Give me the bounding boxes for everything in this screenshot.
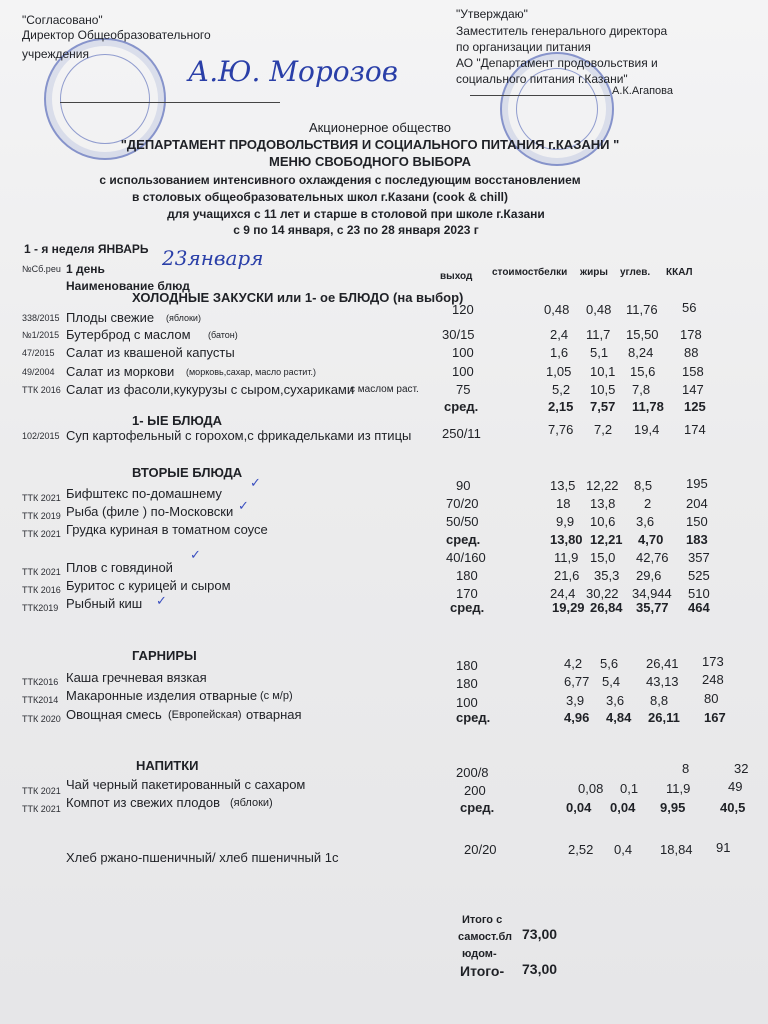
dish-output: 200	[464, 783, 486, 798]
dish-note: (Европейская)	[168, 709, 242, 721]
dish-note: (яблоки)	[230, 797, 273, 809]
col-kcal: ККАЛ	[666, 267, 693, 278]
recipe-code: 102/2015	[22, 431, 60, 441]
dish-carbs: 26,41	[646, 656, 679, 671]
dish-protein: 13,5	[550, 478, 576, 493]
dish-protein: 2,4	[550, 327, 569, 342]
dish-carbs: 11,9	[666, 781, 691, 796]
approval-right-name: А.К.Агапова	[612, 85, 673, 97]
menu-title: МЕНЮ СВОБОДНОГО ВЫБОРА	[269, 154, 471, 169]
approval-right-line3: АО "Департамент продовольствия и	[456, 56, 658, 70]
dish-kcal: 248	[702, 672, 724, 687]
dish-carbs: 8,8	[650, 693, 669, 708]
dish-output: 120	[452, 302, 474, 317]
table-row	[0, 345, 768, 361]
dish-carbs: 8,24	[628, 345, 654, 360]
check-mark-icon: ✓	[190, 547, 201, 562]
avg-fat: 26,84	[590, 600, 623, 615]
recipe-code: ТТК 2016	[22, 585, 61, 595]
approval-left-title2: учреждения	[22, 47, 89, 61]
dish-fat: 5,4	[602, 674, 621, 689]
avg-kcal: 167	[704, 710, 726, 725]
recipe-code: №1/2015	[22, 330, 60, 340]
dish-name: Чай черный пакетированный с сахаром	[66, 777, 306, 792]
col-carbs: углев.	[620, 267, 651, 278]
col-fat: жиры	[580, 267, 608, 278]
dish-name: Каша гречневая вязкая	[66, 670, 207, 685]
dish-output: 200/8	[456, 765, 489, 780]
dish-fat: 11,7	[586, 327, 611, 342]
recipe-code: 47/2015	[22, 348, 55, 358]
table-row	[0, 840, 768, 866]
total-value: 73,00	[522, 961, 558, 977]
dish-output: 70/20	[446, 496, 479, 511]
dish-protein: 5,2	[552, 382, 571, 397]
dish-output: 100	[456, 695, 478, 710]
dish-carbs: 8	[682, 761, 690, 776]
dish-name: Салат из фасоли,кукурузы с сыром,сухариками	[66, 382, 355, 397]
check-mark-icon: ✓	[156, 593, 167, 608]
dish-output: 90	[456, 478, 471, 493]
dish-name: Салат из моркови	[66, 364, 175, 379]
dish-kcal: 147	[682, 382, 704, 397]
dish-fat: 7,2	[594, 422, 613, 437]
dish-protein: 18	[556, 496, 571, 511]
avg-kcal: 183	[686, 532, 708, 547]
section-drinks: НАПИТКИ	[136, 758, 199, 773]
dish-name: Овощная смесь	[66, 707, 162, 722]
dish-kcal: 357	[688, 550, 710, 565]
dish-kcal: 91	[716, 840, 731, 855]
avg-carbs: 4,70	[638, 532, 664, 547]
dish-output: 20/20	[464, 842, 497, 857]
director-signature: А.Ю. Морозов	[188, 55, 399, 88]
dish-output: 100	[452, 345, 474, 360]
right-signature-line	[470, 95, 610, 96]
dish-carbs: 42,76	[636, 550, 669, 565]
table-row	[0, 300, 768, 326]
avg-fat: 0,04	[610, 800, 636, 815]
dish-fat: 5,6	[600, 656, 619, 671]
dish-protein: 3,9	[566, 693, 585, 708]
avg-protein: 19,29	[552, 600, 585, 615]
dish-output: 30/15	[442, 327, 475, 342]
dish-carbs: 34,944	[632, 586, 672, 601]
avg-kcal: 464	[688, 600, 710, 615]
dish-name: Компот из свежих плодов	[66, 795, 220, 810]
dish-fat: 15,0	[590, 550, 616, 565]
approval-right-line4: социального питания г.Казани"	[456, 72, 628, 86]
dish-output: 250/11	[442, 426, 481, 441]
dish-fat: 10,1	[590, 364, 616, 379]
average-row	[0, 710, 768, 726]
dish-kcal: 178	[680, 327, 702, 342]
day-label: 1 день	[66, 262, 105, 276]
dish-carbs: 3,6	[636, 514, 655, 529]
dish-output: 180	[456, 676, 478, 691]
average-row	[0, 399, 768, 415]
recipe-code: ТТК 2020	[22, 714, 61, 724]
dish-kcal: 525	[688, 568, 710, 583]
dish-carbs: 43,13	[646, 674, 679, 689]
section-second: ВТОРЫЕ БЛЮДА	[132, 465, 243, 480]
dish-protein: 0,48	[544, 302, 570, 317]
dish-output: 180	[456, 568, 478, 583]
dish-fat: 0,1	[620, 781, 639, 796]
dish-name: Макаронные изделия отварные	[66, 688, 258, 703]
heading-line4: с 9 по 14 января, с 23 по 28 января 2023 г	[233, 223, 479, 237]
avg-fat: 7,57	[590, 399, 616, 414]
dish-protein: 4,2	[564, 656, 583, 671]
average-row	[0, 600, 768, 616]
check-mark-icon: ✓	[250, 475, 261, 490]
table-row	[0, 382, 768, 398]
recipe-code: ТТК2019	[22, 603, 59, 613]
dish-fat: 13,8	[590, 496, 616, 511]
dish-name: Буритос с курицей и сыром	[66, 578, 231, 593]
avg-carbs: 9,95	[660, 800, 686, 815]
approval-right-label: "Утверждаю"	[456, 7, 528, 21]
avg-protein: 13,80	[550, 532, 583, 547]
dish-carbs: 2	[644, 496, 652, 511]
dish-name: Рыба (филе ) по-Московски	[66, 504, 234, 519]
recipe-code: ТТК 2021	[22, 529, 61, 539]
dish-fat: 0,48	[586, 302, 612, 317]
dish-name: Плов с говядиной	[66, 560, 173, 575]
average-row	[0, 800, 768, 816]
check-mark-icon: ✓	[238, 498, 249, 513]
total-label-line3: юдом-	[462, 948, 497, 960]
approval-right-line2: по организации питания	[456, 40, 591, 54]
heading-line2: в столовых общеобразовательных школ г.Казани (cook & chill)	[132, 190, 508, 204]
dish-name: Хлеб ржано-пшеничный/ хлеб пшеничный 1с	[66, 850, 339, 865]
dish-fat: 0,4	[614, 842, 633, 857]
avg-fat: 12,21	[590, 532, 623, 547]
dish-kcal: 174	[684, 422, 706, 437]
dish-carbs: 29,6	[636, 568, 662, 583]
dish-fat: 12,22	[586, 478, 619, 493]
dish-note: (морковь,сахар, масло растит.)	[186, 367, 316, 377]
dish-output: 170	[456, 586, 478, 601]
dish-name: Бутерброд с маслом	[66, 327, 191, 342]
table-row	[0, 327, 768, 343]
recipe-number-label: №Сб.реu	[22, 264, 61, 274]
week-label: 1 - я неделя ЯНВАРЬ	[24, 242, 149, 256]
dish-note: (с м/р)	[260, 690, 293, 702]
col-protein: белки	[538, 267, 568, 278]
dish-kcal: 150	[686, 514, 708, 529]
recipe-code: ТТК 2021	[22, 804, 61, 814]
heading-line3: для учащихся с 11 лет и старше в столовой при школе г.Казани	[167, 207, 545, 221]
col-cost: стоимост	[492, 267, 539, 278]
dish-kcal: 195	[686, 476, 708, 491]
avg-protein: 4,96	[564, 710, 590, 725]
org-name: "ДЕПАРТАМЕНТ ПРОДОВОЛЬСТВИЯ И СОЦИАЛЬНОГО ПИТАНИЯ г.КАЗАНИ "	[120, 137, 620, 152]
approval-left-title: Директор Общеобразовательного	[22, 28, 211, 42]
avg-kcal: 40,5	[720, 800, 746, 815]
total-label-line2: самост.бл	[458, 931, 513, 943]
recipe-code: ТТК 2021	[22, 567, 61, 577]
recipe-code: ТТК 2016	[22, 385, 61, 395]
dish-protein: 24,4	[550, 586, 576, 601]
avg-fat: 4,84	[606, 710, 632, 725]
average-row	[0, 532, 768, 548]
dish-kcal: 510	[688, 586, 710, 601]
dish-fat: 35,3	[594, 568, 620, 583]
section-first: 1- ЫЕ БЛЮДА	[132, 413, 223, 428]
dish-fat: 5,1	[590, 345, 609, 360]
dish-name: Бифштекс по-домашнему	[66, 486, 222, 501]
handwritten-date: 23января	[162, 246, 264, 270]
recipe-code: ТТК2014	[22, 695, 59, 705]
dish-fat: 10,6	[590, 514, 616, 529]
dish-kcal: 158	[682, 364, 704, 379]
dish-protein: 11,9	[554, 550, 579, 565]
avg-carbs: 35,77	[636, 600, 669, 615]
avg-kcal: 125	[684, 399, 706, 414]
dish-name: Суп картофельный с горохом,с фрикадельками из птицы	[66, 428, 412, 443]
col-output: выход	[440, 271, 473, 282]
dish-kcal: 173	[702, 654, 724, 669]
recipe-code: 338/2015	[22, 313, 60, 323]
dish-protein: 9,9	[556, 514, 575, 529]
dish-protein: 0,08	[578, 781, 604, 796]
recipe-code: ТТК 2021	[22, 493, 61, 503]
avg-label: сред.	[446, 532, 481, 547]
dish-protein: 6,77	[564, 674, 590, 689]
total-value-self: 73,00	[522, 926, 558, 942]
avg-label: сред.	[444, 399, 479, 414]
dish-output: 100	[452, 364, 474, 379]
dish-kcal: 204	[686, 496, 708, 511]
approval-right-line1: Заместитель генерального директора	[456, 24, 668, 38]
table-row	[0, 364, 768, 380]
section-cold: ХОЛОДНЫЕ ЗАКУСКИ или 1- ое БЛЮДО (на выбор)	[132, 290, 464, 305]
dish-carbs: 15,50	[626, 327, 659, 342]
dish-output: 75	[456, 382, 471, 397]
dish-output: 50/50	[446, 514, 479, 529]
avg-protein: 2,15	[548, 399, 574, 414]
org-type: Акционерное общество	[308, 120, 452, 135]
dish-note: с маслом раст.	[350, 384, 419, 395]
dish-kcal: 56	[682, 300, 697, 315]
dish-name: Рыбный киш	[66, 596, 143, 611]
avg-label: сред.	[460, 800, 495, 815]
dish-carbs: 7,8	[632, 382, 651, 397]
dish-note: (яблоки)	[166, 313, 201, 323]
dish-note: (батон)	[208, 330, 238, 340]
table-row	[0, 422, 768, 443]
dish-fat: 3,6	[606, 693, 625, 708]
left-signature-line	[60, 102, 280, 103]
dish-carbs: 15,6	[630, 364, 656, 379]
avg-label: сред.	[456, 710, 491, 725]
dish-name: Салат из квашеной капусты	[66, 345, 235, 360]
dish-name-cont: отварная	[246, 707, 302, 722]
dish-fat: 10,5	[590, 382, 616, 397]
avg-protein: 0,04	[566, 800, 592, 815]
recipe-code: ТТК2016	[22, 677, 59, 687]
dish-fat: 30,22	[586, 586, 619, 601]
dish-protein: 21,6	[554, 568, 580, 583]
dish-kcal: 88	[684, 345, 699, 360]
dish-output: 180	[456, 658, 478, 673]
dish-carbs: 18,84	[660, 842, 693, 857]
recipe-code: 49/2004	[22, 367, 55, 377]
dish-protein: 2,52	[568, 842, 594, 857]
dish-kcal: 32	[734, 761, 749, 776]
dish-carbs: 19,4	[634, 422, 660, 437]
dish-kcal: 49	[728, 779, 743, 794]
avg-label: сред.	[450, 600, 485, 615]
heading-line1: с использованием интенсивного охлаждения с последующим восстановлением	[99, 173, 581, 187]
dish-protein: 1,05	[546, 364, 572, 379]
avg-carbs: 11,78	[632, 399, 664, 414]
col-name: Наименование блюд	[66, 279, 190, 293]
approval-left-label: "Согласовано"	[22, 13, 103, 27]
dish-name: Грудка куриная в томатном соусе	[66, 522, 268, 537]
total-label: Итого-	[460, 963, 505, 979]
dish-protein: 1,6	[550, 345, 569, 360]
dish-protein: 7,76	[548, 422, 574, 437]
recipe-code: ТТК 2021	[22, 786, 61, 796]
dish-carbs: 11,76	[626, 302, 658, 317]
recipe-code: ТТК 2019	[22, 511, 61, 521]
table-row	[0, 476, 768, 503]
total-label-line1: Итого с	[462, 914, 503, 926]
dish-output: 40/160	[446, 550, 486, 565]
dish-name: Плоды свежие	[66, 310, 155, 325]
avg-carbs: 26,11	[648, 710, 680, 725]
dish-carbs: 8,5	[634, 478, 653, 493]
section-garnish: ГАРНИРЫ	[132, 648, 197, 663]
dish-kcal: 80	[704, 691, 719, 706]
